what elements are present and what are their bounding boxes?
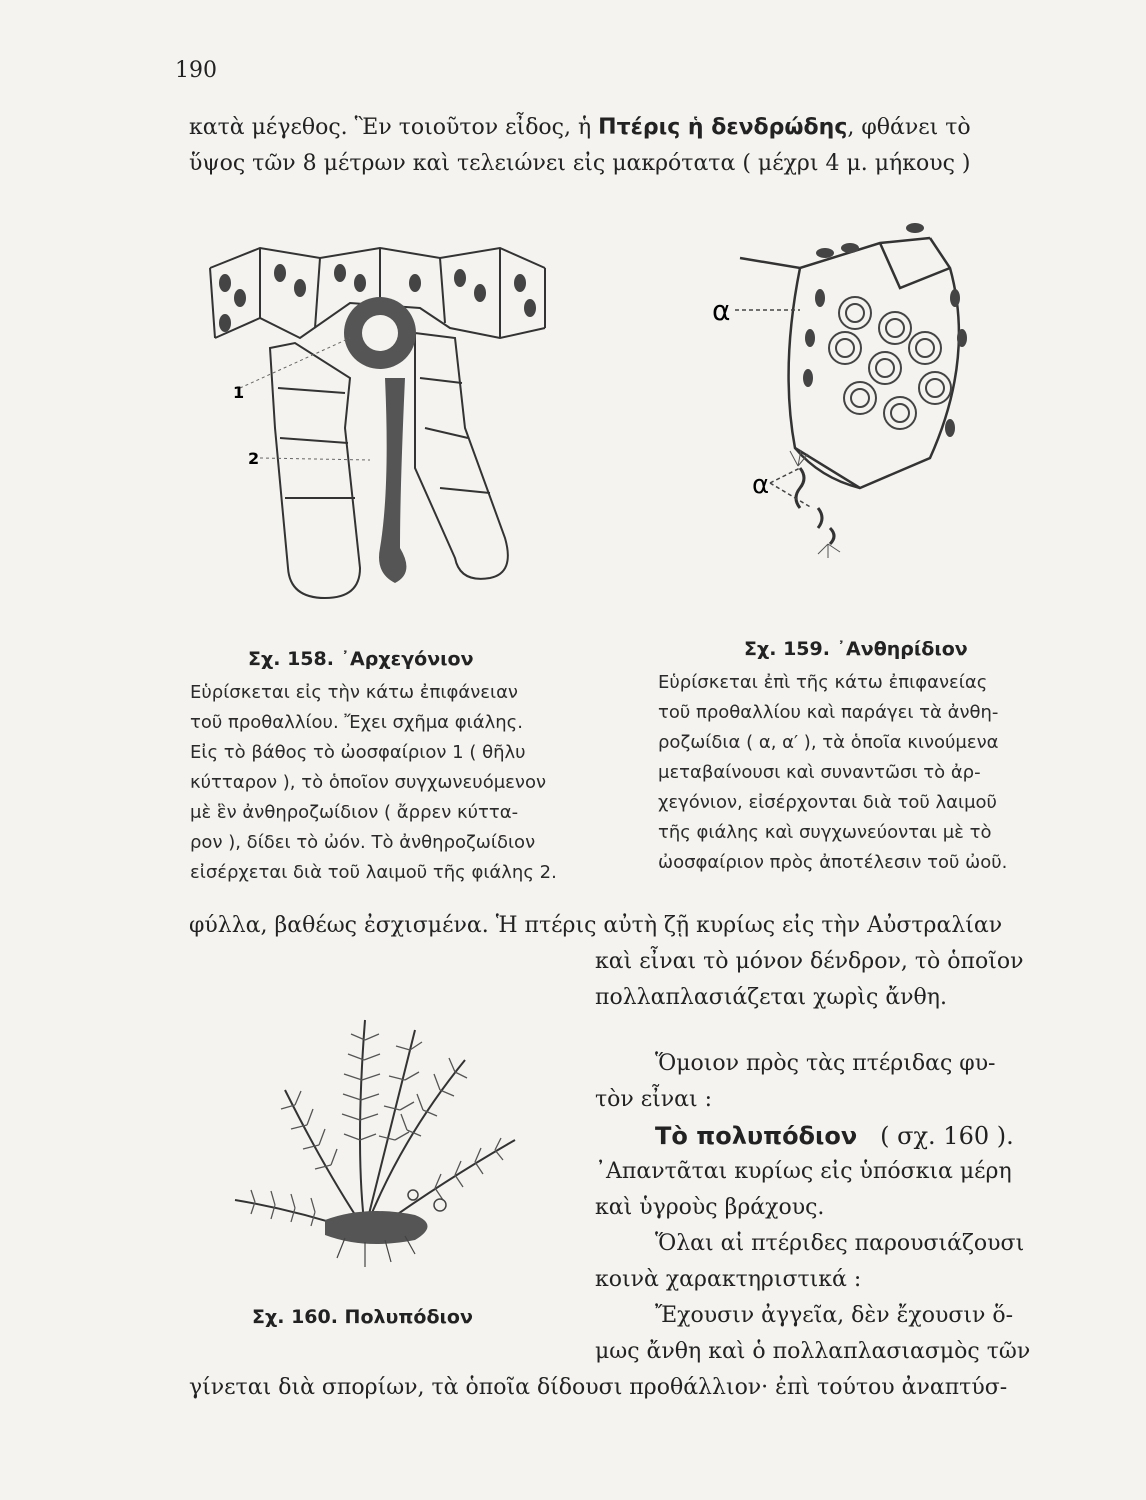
- right-line-2: τὸν εἶναι :: [595, 1087, 713, 1112]
- fig158-caption-title: Σχ. 158. ᾿Αρχεγόνιον: [248, 648, 474, 670]
- fig158-caption: Εὑρίσκεται εἰς τὴν κάτω ἐπιφάνειαν τοῦ προθαλλίου. Ἔχει σχῆμα φιάλης. Εἰς τὸ βάθος τὸ ὠοσφαίριον 1 ( θῆλυ κύτταρον ), τὸ ὁποῖον συγχωνευόμενον μὲ ἓν ἀνθηροζωίδιον ( ἄρρεν κύττα- ρον ), δίδει τὸ ὠόν. Τὸ ἀνθηροζωίδιον εἰσέρχεται διὰ τοῦ λαιμοῦ τῆς φιάλης 2.: [190, 682, 557, 883]
- mid-line-3: πολλαπλασιάζεται χωρὶς ἄνθη.: [595, 985, 947, 1010]
- fig160-caption-title: Σχ. 160. Πολυπόδιον: [252, 1306, 473, 1328]
- archegonium-figure: [200, 228, 560, 613]
- mid-line-1: φύλλα, βαθέως ἐσχισμένα. Ἡ πτέρις αὐτὴ ζῇ κυρίως εἰς τὴν Αὐστραλίαν: [189, 913, 1003, 938]
- polypodium-figure: [215, 1000, 545, 1275]
- body-line-2: ὕψος τῶν 8 μέτρων καὶ τελειώνει εἰς μακρότατα ( μέχρι 4 μ. μήκους ): [189, 151, 971, 176]
- antheridium-figure: [700, 208, 1010, 588]
- right-line-3: Τὸ πολυπόδιον ( σχ. 160 ).: [655, 1122, 1014, 1150]
- right-line-4: ᾿Απαντᾶται κυρίως εἰς ὑπόσκια μέρη: [595, 1159, 1012, 1184]
- label-a: α: [712, 294, 731, 327]
- right-line-9: μως ἄνθη καὶ ὁ πολλαπλασιασμὸς τῶν: [595, 1339, 1031, 1364]
- label-2: 2: [248, 449, 260, 468]
- mid-line-2: καὶ εἶναι τὸ μόνον δένδρον, τὸ ὁποῖον: [595, 949, 1024, 974]
- bottom-line: γίνεται διὰ σπορίων, τὰ ὁποῖα δίδουσι προθάλλιον· ἐπὶ τούτου ἀναπτύσ-: [189, 1375, 1008, 1400]
- body-line-1: κατὰ μέγεθος. Ἓν τοιοῦτον εἶδος, ἡ Πτέρις ἡ δενδρώδης, φθάνει τὸ: [189, 115, 971, 140]
- label-a-prime: α: [752, 470, 770, 500]
- page-number: 190: [175, 58, 217, 83]
- right-line-8: Ἔχουσιν ἀγγεῖα, δὲν ἔχουσιν ὅ-: [655, 1303, 1014, 1328]
- right-line-7: κοινὰ χαρακτηριστικά :: [595, 1267, 862, 1292]
- right-line-6: Ὅλαι αἱ πτέριδες παρουσιάζουσι: [655, 1231, 1025, 1256]
- label-1: 1: [233, 383, 245, 402]
- fig159-caption-title: Σχ. 159. ᾿Ανθηρίδιον: [744, 638, 968, 660]
- fig159-caption: Εὑρίσκεται ἐπὶ τῆς κάτω ἐπιφανείας τοῦ προθαλλίου καὶ παράγει τὰ ἀνθη- ροζωίδια ( α, α′ ), τὰ ὁποῖα κινούμενα μεταβαίνουσι καὶ συναντῶσι τὸ ἀρ- χεγόνιον, εἰσέρχονται διὰ τοῦ λαιμοῦ τῆς φιάλης καὶ συγχωνεύονται μὲ τὸ ὠοσφαίριον πρὸς ἀποτέλεσιν τοῦ ὠοῦ.: [658, 672, 1008, 873]
- right-line-5: καὶ ὑγροὺς βράχους.: [595, 1195, 825, 1220]
- right-line-1: Ὅμοιον πρὸς τὰς πτέριδας φυ-: [655, 1051, 996, 1076]
